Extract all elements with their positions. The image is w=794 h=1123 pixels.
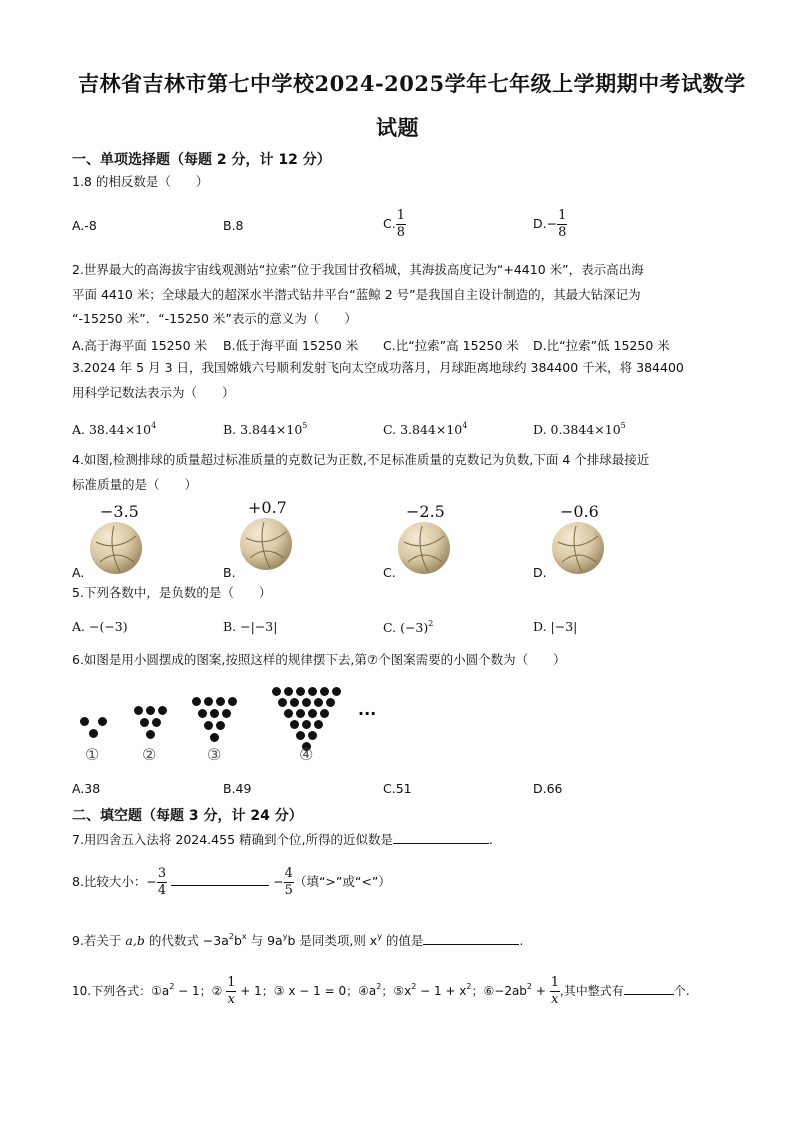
dot (326, 698, 335, 707)
dot (146, 730, 155, 739)
exponent: 5 (302, 421, 308, 430)
ball-a-label: −3.5 (100, 502, 139, 521)
fraction-denominator: x (551, 992, 559, 1007)
option-c-prefix: C. (383, 216, 396, 231)
exponent: 2 (169, 982, 175, 991)
dot (89, 729, 98, 738)
text: − 1 + x (416, 984, 467, 998)
fraction-numerator: 1 (396, 208, 405, 223)
fraction (557, 208, 567, 241)
question-6-option-d: D.66 (533, 781, 563, 796)
dot (80, 717, 89, 726)
dot (296, 709, 305, 718)
exponent: y (282, 932, 288, 941)
fraction-numerator: 1 (558, 208, 567, 223)
question-8-prefix: 8.比较大小：− (72, 874, 157, 889)
question-10 (72, 975, 690, 1008)
ball-d-label: −0.6 (560, 502, 599, 521)
fraction (550, 975, 560, 1008)
volleyball-seams (398, 522, 450, 574)
text: 9.若关于 (72, 933, 126, 948)
dot (290, 698, 299, 707)
question-2-option-c: C.比“拉索”高 15250 米 (383, 338, 519, 353)
figure-label-3: ③ (207, 745, 222, 764)
exponent: 2 (411, 982, 417, 991)
question-4-option-c: C. (383, 565, 396, 580)
dot (308, 731, 317, 740)
fraction-denominator: x (227, 992, 236, 1007)
exponent: 2 (228, 932, 234, 941)
text: 的值是 (381, 933, 424, 948)
option-text: C. (−3) (383, 620, 429, 635)
fraction (157, 866, 167, 899)
dot (146, 706, 155, 715)
question-2-option-a: A.高于海平面 15250 米 (72, 338, 208, 353)
doc-title-line2: 试题 (376, 115, 419, 140)
question-1-option-a: A.-8 (72, 218, 97, 233)
question-2-option-d: D.比“拉索”低 15250 米 (533, 338, 670, 353)
dot (296, 687, 305, 696)
option-text: B. 3.844×10 (223, 422, 303, 437)
exponent: 5 (620, 421, 626, 430)
fraction (284, 866, 294, 899)
question-6-stem: 6.如图是用小圆摆成的图案,按照这样的规律摆下去,第⑦个图案需要的小圆个数为（ ） (72, 652, 566, 667)
question-7 (72, 828, 493, 852)
dot (320, 709, 329, 718)
exponent: 4 (151, 421, 157, 430)
question-4-option-a: A. (72, 565, 85, 580)
dot (152, 718, 161, 727)
text: ；⑥−2ab (471, 984, 527, 998)
dot (158, 706, 167, 715)
question-5-option-b: B. −|−3| (223, 619, 278, 634)
text: ；⑤x (381, 984, 412, 998)
question-7-end: . (489, 832, 493, 847)
dot (308, 687, 317, 696)
fraction-numerator: 4 (284, 866, 293, 881)
dot (278, 698, 287, 707)
question-3-option-b (223, 421, 307, 437)
volleyball-b-image (240, 518, 292, 570)
dot (272, 687, 281, 696)
dot (134, 706, 143, 715)
answer-blank[interactable] (624, 980, 674, 995)
exponent: 2 (376, 982, 382, 991)
question-2-option-b: B.低于海平面 15250 米 (223, 338, 359, 353)
dot (296, 731, 305, 740)
question-8 (72, 866, 391, 899)
answer-blank[interactable] (423, 930, 519, 945)
dot (284, 687, 293, 696)
dot (290, 720, 299, 729)
ball-b-label: +0.7 (248, 498, 287, 517)
question-3-option-a (72, 421, 156, 437)
question-3-line2: 用科学记数法表示为（ ） (72, 385, 235, 400)
question-9 (72, 925, 523, 953)
figure-label-2: ② (142, 745, 157, 764)
question-6-option-b: B.49 (223, 781, 252, 796)
fraction-denominator: 8 (558, 225, 567, 240)
dot (192, 697, 201, 706)
variables: a,b (125, 933, 145, 948)
answer-blank[interactable] (171, 871, 269, 886)
text: + 1；③ x − 1 = 0；④a (236, 984, 377, 998)
question-2-line1: 2.世界最大的高海拔宇宙线观测站“拉索”位于我国甘孜稻城，其海拔高度记为“+4410 米”，表示高出海 (72, 262, 644, 277)
text: − 1；② (174, 984, 227, 998)
figure-label-1: ① (85, 745, 100, 764)
fraction-denominator: 4 (157, 883, 167, 898)
dot (302, 720, 311, 729)
question-3-option-d (533, 421, 626, 437)
volleyball-c-image (398, 522, 450, 574)
dot (222, 709, 231, 718)
figure-label-4: ④ (299, 745, 314, 764)
exponent: 2 (466, 982, 472, 991)
minus-sign: − (273, 874, 284, 889)
fraction-numerator: 1 (550, 975, 559, 990)
section-heading-fill-blank: 二、填空题（每题 3 分，计 24 分） (72, 808, 303, 824)
text: b (233, 933, 242, 948)
dot (216, 721, 225, 730)
dot (302, 698, 311, 707)
exponent: x (241, 932, 247, 941)
dot (210, 733, 219, 742)
text: ,其中整式有 (559, 984, 624, 998)
fraction-denominator: 8 (396, 225, 405, 240)
fraction-numerator: 1 (227, 975, 236, 990)
question-6-option-a: A.38 (72, 781, 101, 796)
volleyball-seams (240, 518, 292, 570)
doc-title-line1: 吉林省吉林市第七中学校2024-2025学年七年级上学期期中考试数学 (78, 71, 746, 96)
question-4-option-b: B. (223, 565, 236, 580)
question-1-stem: 1.8 的相反数是（ ） (72, 174, 209, 189)
dot (332, 687, 341, 696)
question-3-line1: 3.2024 年 5 月 3 日，我国嫦娥六号顺利发射飞向太空成功落月，月球距离地球约 384400 千米，将 384400 (72, 360, 684, 375)
option-text: C. 3.844×10 (383, 422, 463, 437)
question-1-option-d (533, 208, 567, 241)
question-4-line2: 标准质量的是（ ） (72, 477, 198, 492)
exponent: 2 (526, 982, 533, 991)
dot (314, 720, 323, 729)
dot (204, 721, 213, 730)
text: . (519, 933, 524, 948)
exponent: 2 (428, 619, 434, 628)
dot (98, 717, 107, 726)
question-5-option-a: A. −(−3) (72, 619, 128, 634)
question-4-option-d: D. (533, 565, 547, 580)
dot (284, 709, 293, 718)
option-text: D. 0.3844×10 (533, 422, 621, 437)
volleyball-seams (552, 522, 604, 574)
fraction (396, 208, 406, 241)
question-8-suffix: （填“>”或“<”） (293, 874, 391, 889)
text: 与 9a (246, 933, 283, 948)
text: b 是同类项,则 x (287, 933, 378, 948)
exponent: 4 (462, 421, 468, 430)
fraction (226, 975, 236, 1008)
answer-blank[interactable] (393, 829, 489, 844)
dot (204, 697, 213, 706)
question-5-option-d: D. |−3| (533, 619, 578, 634)
text: 个. (673, 984, 690, 998)
dot (210, 709, 219, 718)
question-1-option-c (383, 208, 406, 241)
section-heading-choice: 一、单项选择题（每题 2 分，计 12 分） (72, 152, 331, 168)
question-5-stem: 5.下列各数中，是负数的是（ ） (72, 585, 272, 600)
volleyball-seams (90, 522, 142, 574)
fraction-denominator: 5 (284, 883, 293, 898)
question-2-line3: “-15250 米”．“-15250 米”表示的意义为（ ） (72, 311, 357, 326)
ball-c-label: −2.5 (406, 502, 445, 521)
ellipsis: ··· (358, 704, 377, 723)
exponent: y (377, 932, 382, 941)
dot (216, 697, 225, 706)
dot (314, 698, 323, 707)
volleyball-d-image (552, 522, 604, 574)
text: 10.下列各式：①a (72, 984, 170, 998)
volleyball-a-image (90, 522, 142, 574)
dot (320, 687, 329, 696)
option-d-prefix: D.− (533, 216, 558, 231)
question-7-text: 7.用四舍五入法将 2024.455 精确到个位,所得的近似数是 (72, 832, 393, 847)
question-4-line1: 4.如图,检测排球的质量超过标准质量的克数记为正数,不足标准质量的克数记为负数,下面 4 个排球最接近 (72, 452, 650, 467)
question-5-option-c (383, 619, 433, 635)
text: 的代数式 −3a (144, 933, 229, 948)
option-text: A. 38.44×10 (72, 422, 152, 437)
dot (198, 709, 207, 718)
text: + (532, 984, 550, 998)
question-2-line2: 平面 4410 米；全球最大的超深水半潜式钻井平台“蓝鲸 2 号”是我国自主设计制造的，其最大钻深记为 (72, 287, 641, 302)
question-6-option-c: C.51 (383, 781, 412, 796)
question-1-option-b: B.8 (223, 218, 244, 233)
dot (228, 697, 237, 706)
dot (140, 718, 149, 727)
question-3-option-c (383, 421, 467, 437)
fraction-numerator: 3 (157, 866, 167, 881)
dot (308, 709, 317, 718)
